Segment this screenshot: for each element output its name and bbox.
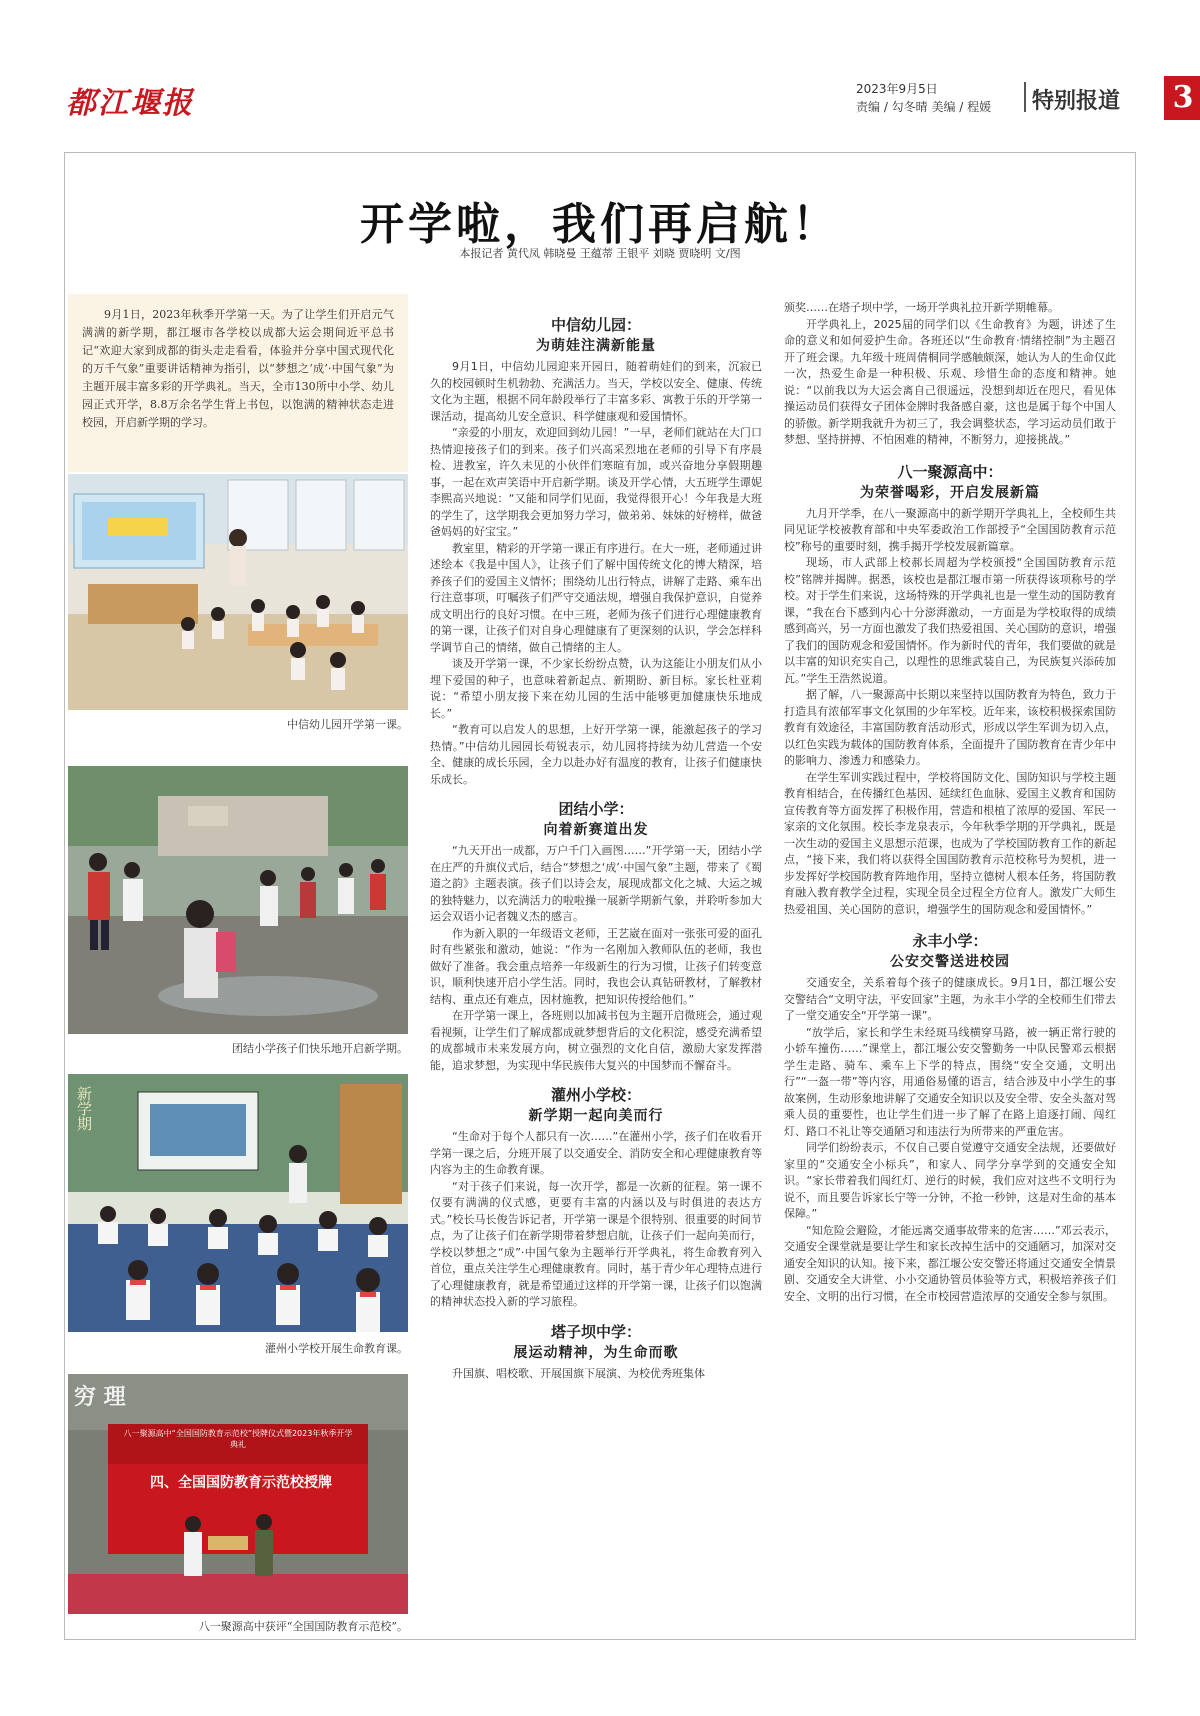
paragraph: 据了解，八一聚源高中长期以来坚持以国防教育为特色，致力于打造具有浓郁军事文化氛围的少年军校。近年来，该校积极探索国防教育有效途径，丰富国防教育活动形式，形成以学生军训为切入点，以红色实践为载体的国防教育体系，全面提升了国防教育在青少年中的影响力、渗透力和感染力。 (784, 688, 1116, 767)
banner-title: 八一聚源高中“全国国防教育示范校”授牌仪式暨2023年秋季开学典礼 (123, 1429, 353, 1449)
paragraph: 同学们纷纷表示，不仅自己要自觉遵守交通安全法规，还要做好家里的“交通安全小标兵”，和家人、同学分享学到的交通安全知识。“家长带着我们闯红灯、逆行的时候，我们应对这些不文明行为说不，而且要告诉家长宁等一分钟，不抢一秒钟，这是对生命的基本保障。” (784, 1141, 1116, 1220)
page-number: 3 (1164, 76, 1200, 120)
photo1-caption: 中信幼儿园开学第一课。 (287, 718, 408, 731)
lead-paragraph: 9月1日，2023年秋季开学第一天。为了让学生们开启元气满满的新学期，都江堰市各学校以成都大运会期间近平总书记“欢迎大家到成都的街头走走看看，体验并分享中国式现代化的万千气象”重要讲话精神为指引，以“梦想之‘成’·中国气象”为主题开展丰富多彩的开学典礼。当天，全市130所中小学、幼儿园正式开学，8.8万余名学生背上书包，以饱满的精神状态走进校园，开启新学期的学习。 (68, 294, 408, 472)
section-subtitle-tuanjie: 向着新赛道出发 (543, 822, 649, 838)
section-subtitle-bayi: 为荣誉喝彩，开启发展新篇 (860, 484, 1040, 501)
paragraph: 作为新入职的一年级语文老师，王艺崴在面对一张张可爱的面孔时有些紧张和激动，她说：“作为一名刚加入教师队伍的老师，我也做好了准备。我会重点培养一年级新生的行为习惯，让孩子们转变意识，顺利快速开启小学生活。同时，我也会认真钻研教材，了解教材结构、重点还有难点，因材施教，把知识传授给他们。” (430, 926, 762, 1006)
section-title-tazība: 塔子坝中学： (550, 1322, 641, 1341)
paragraph: 交通安全，关系着每个孩子的健康成长。9月1日，都江堰公安交警结合“文明守法，平安回家”主题，为永丰小学的全校师生们带去了一堂交通安全“开学第一课”。 (784, 976, 1116, 1022)
section-subtitle-guanzhou: 新学期一起向美而行 (528, 1108, 664, 1124)
photo3-caption: 灌州小学校开展生命教育课。 (265, 1342, 408, 1355)
paragraph: “教育可以启发人的思想，上好开学第一课，能激起孩子的学习热情。”中信幼儿园园长苟锐表示，幼儿园将持续为幼儿营造一个安全、健康的成长乐园，全力以赴办好有温度的教育，让孩子们健康快乐成长。 (430, 723, 762, 786)
photo-tuanjie-students (68, 766, 408, 1034)
banner-main-text: 四、全国国防教育示范校授牌 (150, 1475, 332, 1491)
photo-guanzhou-classroom (68, 1074, 408, 1332)
paragraph: 现场，市人武部上校郝长周超为学校颁授“全国国防教育示范校”铭牌并揭牌。据悉，该校也是都江堰市第一所获得该项称号的学校。对于学生们来说，这场特殊的开学典礼也是一堂生动的国防教育课，“我在台下感到内心十分澎湃激动，一方面是为学校取得的成绩感到高兴，另一方面也激发了我们热爱祖国、关心国防的意识，增强了我们的国防观念和爱国情怀。作为新时代的青年，我们要做的就是以丰富的知识充实自己，以理性的思维武装自己，为民族复兴添砖加瓦。”学生王浩然说道。 (784, 556, 1116, 685)
section-subtitle-yongfeng: 公安交警送进校园 (890, 954, 1010, 970)
editor-credits: 责编 / 勾冬晴 美编 / 程媛 (856, 100, 992, 114)
paragraph: 谈及开学第一课，不少家长纷纷点赞，认为这能让小朋友们从小埋下爱国的种子，也意味着新起点、新期盼、新目标。家长杜亚莉说：“希望小朋友接下来在幼儿园的生活中能够更加健康快乐地成长。” (430, 657, 762, 720)
section-title-yongfeng: 永丰小学： (912, 932, 988, 950)
headline: 开学啦，我们再启航！ (360, 199, 840, 250)
right-column (784, 300, 1116, 1305)
issue-date: 2023年9月5日 (856, 82, 938, 96)
paragraph: 教室里，精彩的开学第一课正有序进行。在大一班，老师通过讲述绘本《我是中国人》，让孩子们了解中国传统文化的博大精深，培养孩子们的爱国主义情怀；围绕幼儿出行特点，讲解了走路、乘车出行注意事项，叮嘱孩子们严守交通法规，增强自我保护意识，自觉养成文明出行的良好习惯。在中三班，老师为孩子们进行心理健康教育的第一课，让孩子们对自身心理健康有了更深刻的认识，学会怎样科学调节自己的情绪，做自己情绪的主人。 (430, 541, 762, 654)
paragraph: 开学典礼上，2025届的同学们以《生命教育》为题，讲述了生命的意义和如何爱护生命。各班还以“生命教育·情绪控制”为主题召开了班会课。九年级十班周倩桐同学感触颇深，她认为人的生命仅此一次，热爱生命是一种积极、乐观、珍惜生命的态度和精神。她说：“以前我以为大运会离自己很遥远，没想到却近在咫尺，看见体操运动员们获得女子团体金牌时我备感自豪，这也是属于每个中国人的骄傲。新学期我就升为初三了，我会调整状态，学习运动员们敢于梦想、坚持拼搏、不怕困难的精神，不断努力，迎接挑战。” (784, 317, 1116, 446)
paragraph: 颁奖……在塔子坝中学，一场开学典礼拉开新学期帷幕。 (784, 301, 1059, 314)
section-subtitle-zhongxin: 为萌娃注满新能量 (536, 338, 656, 354)
paragraph: 9月1日，中信幼儿园迎来开园日，随着萌娃们的到来，沉寂已久的校园顿时生机勃勃、充满活力。当天，学校以安全、健康、传统文化为主题，根据不同年龄段举行了丰富多彩、寓教于乐的开学第一课活动，提高幼儿安全意识、科学健康观和爱国情怀。 (430, 360, 762, 423)
photo4-caption: 八一聚源高中获评“全国国防教育示范校”。 (198, 1620, 408, 1633)
section-title-tuanjie: 团结小学： (558, 800, 634, 818)
section-title-zhongxin: 中信幼儿园： (550, 316, 641, 334)
wall-characters: 穷 理 (74, 1385, 126, 1410)
byline: 本报记者 黄代凤 韩晓曼 王蕴蒂 王银平 刘晓 贾晓明 文/图 (459, 247, 741, 260)
middle-column (430, 310, 762, 1382)
paragraph: 升国旗、唱校歌、开展国旗下展演、为校优秀班集体 (452, 1366, 705, 1380)
paragraph: “知危险会避险，才能远离交通事故带来的危害……”邓云表示，交通安全课堂就是要让学生和家长改掉生活中的交通陋习，加深对交通安全知识的认知。接下来，都江堰公安交警还将通过交通安全情景剧、交通安全大讲堂、小小交通协管员体验等方式，积极培养孩子们安全、文明的出行习惯，在全市校园营造浓厚的交通安全参与氛围。 (784, 1223, 1116, 1303)
paragraph: “对于孩子们来说，每一次开学，都是一次新的征程。第一课不仅要有满满的仪式感，更要有丰富的内涵以及与时俱进的表达方式。”校长马长俊告诉记者，开学第一课是个很特别、很重要的时间节点，为了让孩子们在新学期带着梦想启航，让孩子们一起向美而行，学校以梦想之“成”·中国气象为主题举行开学典礼，将生命教育列入首位，重点关注学生心理健康教育。同时，基于青少年心理特点进行了心理健康教育，就是希望通过这样的开学第一课，让孩子们以饱满的精神状态投入新的学习旅程。 (430, 1179, 762, 1308)
paragraph: “放学后，家长和学生未经斑马线横穿马路，被一辆正常行驶的小轿车撞伤……”课堂上，都江堰公安交警勤务一中队民警邓云根据学生走路、骑车、乘车上下学的特点，围绕“安全交通，文明出行”“一盔一带”等内容，用通俗易懂的语言，结合涉及中小学生的事故案例，生动形象地讲解了交通安全知识以及安全带、安全头盔对驾乘人员的重要性，也让学生们进一步了解了在路上追逐打闹、闯红灯、路口不礼让等交通陋习和违法行为所带来的严重危害。 (784, 1025, 1116, 1138)
classroom-board-text: 新学期 (75, 1086, 93, 1131)
photo-bayi-award (68, 1374, 408, 1614)
photo2-caption: 团结小学孩子们快乐地开启新学期。 (232, 1042, 408, 1055)
section-subtitle-taziba: 展运动精神，为生命而歌 (513, 1344, 679, 1361)
paragraph: 在学生军训实践过程中，学校将国防文化、国防知识与学校主题教育相结合，在传播红色基因、延续红色血脉、爱国主义教育和国防宣传教育等方面发挥了积极作用，营造和根植了浓厚的爱国、军民一家亲的文化氛围。校长李龙泉表示，今年秋季学期的开学典礼，既是一次生动的爱国主义思想示范课，也成为了学校国防教育工作的新起点，“接下来，我们将以获得全国国防教育示范校称号为契机，进一步发挥好学校国防教育阵地作用，坚持立德树人根本任务，将国防教育融入教育教学全过程，实现全员全过程全方位育人。激发广大师生热爱祖国、关心国防的意识，增强学生的国防观念和爱国情怀。” (784, 770, 1116, 916)
paragraph: “亲爱的小朋友，欢迎回到幼儿园！”一早，老师们就站在大门口热情迎接孩子们的到来。孩子们兴高采烈地在老师的引导下有序晨检、进教室，许久未见的小伙伴们寒暄有加，或兴奋地分享假期趣事，一起在欢声笑语中开启新学期。谈及开学心情，大五班学生谭妮李熙高兴地说：“又能和同学们见面，我觉得很开心！今年我是大班的学生了，这学期我会更加努力学习，做弟弟、妹妹的好榜样，做爸爸妈妈的好宝宝。” (430, 426, 762, 538)
masthead-divider (1024, 82, 1026, 112)
photo-kindergarten-class (68, 474, 408, 710)
section-title-guanzhou: 灌州小学校： (550, 1086, 641, 1104)
paragraph: 在开学第一课上，各班则以加减书包为主题开启微班会，通过观看视频，让学生们了解成都成就梦想背后的文化积淀，感受充满希望的成都城市未来发展方向，树立强烈的文化自信，激励大家发挥潜能，追求梦想，为实现中华民族伟大复兴的中国梦而不懈奋斗。 (430, 1009, 762, 1072)
paragraph: “生命对于每个人都只有一次……”在灌州小学，孩子们在收看开学第一课之后，分班开展了以交通安全、消防安全和心理健康教育等内容为主的生命教育课。 (430, 1130, 762, 1176)
paragraph: “九天开出一成都，万户千门入画图……”开学第一天，团结小学在庄严的升旗仪式后，结合“梦想之‘成’·中国气象”主题，带来了《蜀道之韵》主题表演。孩子们以诗会友，展现成都文化之城、大运之城的独特魅力，以充满活力的啦啦操一展新学期新气象，并聆听参加大运会双语小记者魏义杰的感言。 (430, 844, 762, 923)
section-name: 特别报道 (1032, 89, 1121, 114)
paragraph: 九月开学季，在八一聚源高中的新学期开学典礼上，全校师生共同见证学校被教育部和中央军委政治工作部授予“全国国防教育示范校”称号的重要时刻，携手揭开学校发展新篇章。 (784, 506, 1116, 553)
newspaper-logo: 都江堰报 (66, 86, 194, 121)
masthead (66, 76, 1194, 132)
section-title-bayi: 八一聚源高中： (897, 462, 1003, 481)
